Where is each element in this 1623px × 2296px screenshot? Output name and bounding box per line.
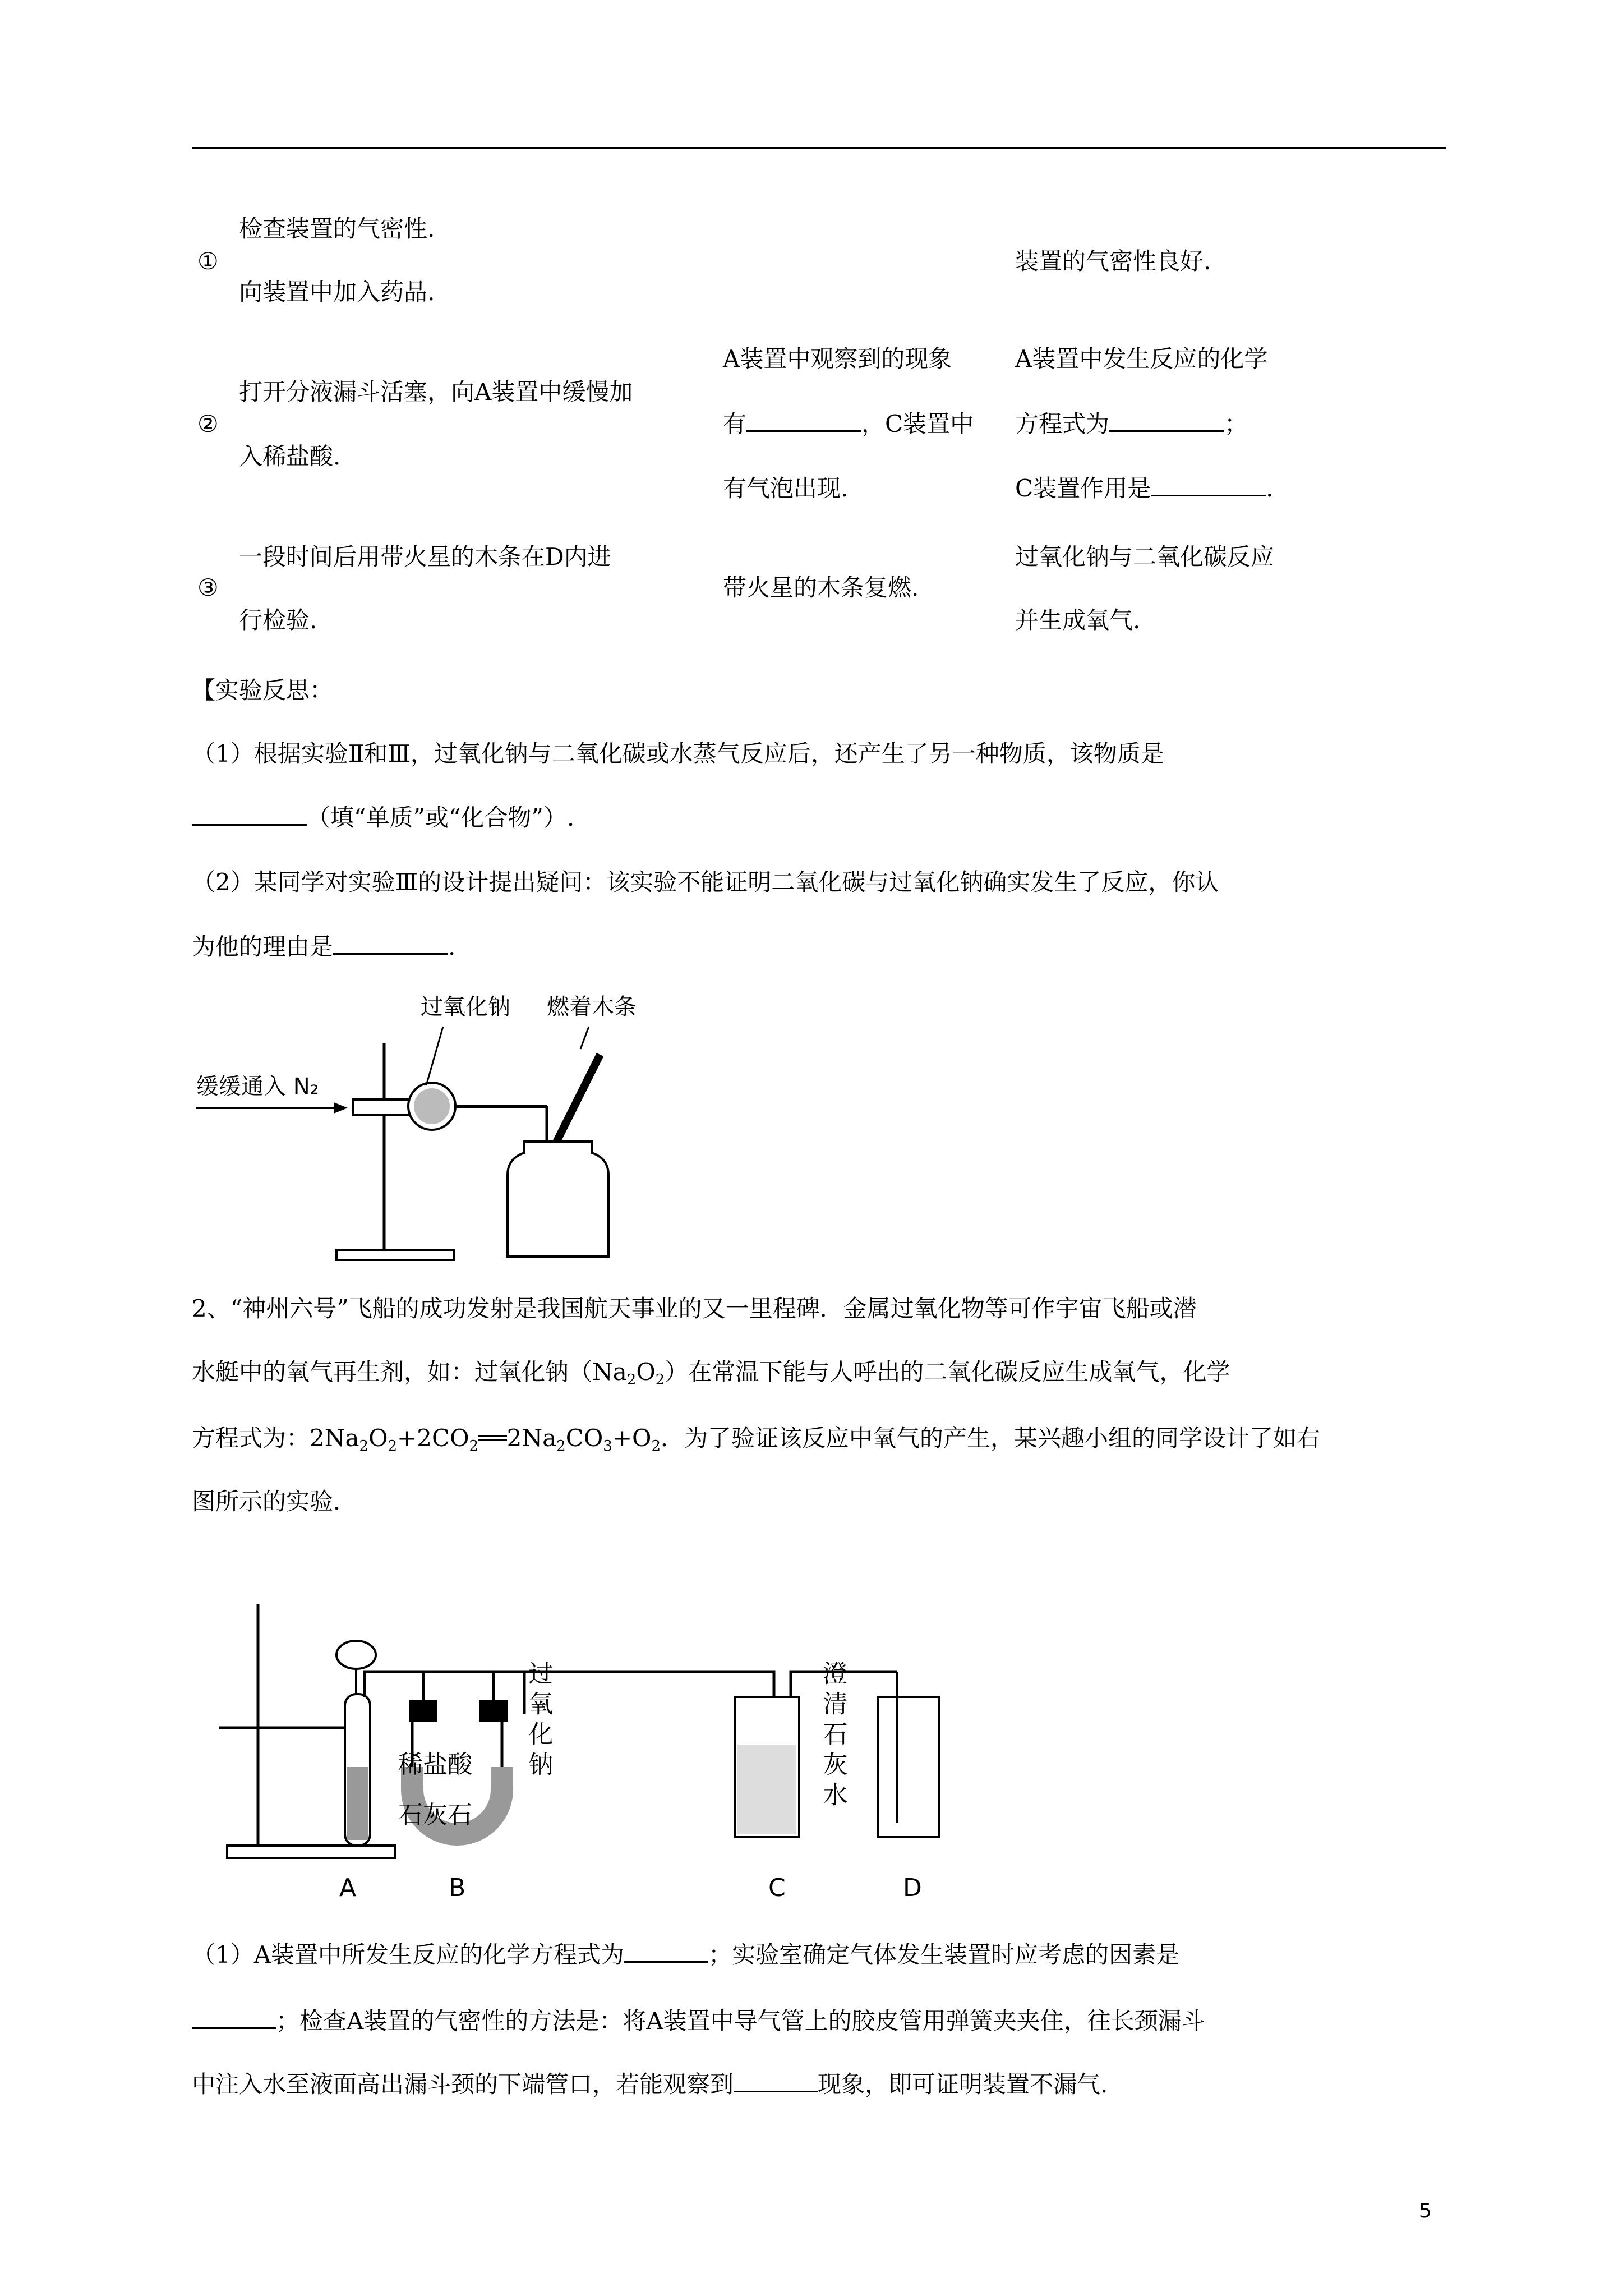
subscript: 3 bbox=[603, 1438, 612, 1455]
step-3-line-2: 行检验. bbox=[239, 606, 317, 634]
text: O bbox=[636, 1358, 656, 1386]
conclusion-1: 装置的气密性良好. bbox=[1015, 247, 1211, 275]
leader-line bbox=[426, 1027, 443, 1085]
phenomenon-2-line-3: 有气泡出现. bbox=[723, 475, 849, 502]
text: 水艇中的氧气再生剂，如：过氧化钠（Na bbox=[192, 1358, 627, 1386]
label-n2-inlet: 缓缓通入 N₂ bbox=[196, 1074, 319, 1099]
answer-blank[interactable] bbox=[734, 2074, 818, 2092]
text: ； bbox=[1224, 410, 1248, 438]
label-burning-stick: 燃着木条 bbox=[547, 994, 637, 1020]
question-line1 bbox=[192, 1940, 1179, 1970]
label-acid: 稀盐酸 bbox=[398, 1750, 472, 1779]
stand-base bbox=[336, 1250, 454, 1260]
text: CO bbox=[565, 1424, 603, 1452]
burning-stick bbox=[552, 1055, 600, 1150]
text: 现象，即可证明装置不漏气. bbox=[818, 2070, 1108, 2098]
text: （1）A装置中所发生反应的化学方程式为 bbox=[192, 1941, 625, 1968]
text: 为他的理由是 bbox=[192, 933, 334, 960]
conclusion-3-line-2: 并生成氧气. bbox=[1015, 606, 1141, 634]
answer-blank[interactable] bbox=[1109, 413, 1224, 432]
text: ，C装置中 bbox=[861, 410, 974, 438]
label-limewater: 澄清石灰水 bbox=[818, 1660, 847, 1812]
text: C装置作用是 bbox=[1015, 475, 1151, 502]
phenomenon-2-line-1: A装置中观察到的现象 bbox=[723, 345, 952, 372]
text: ）在常温下能与人呼出的二氧化碳反应生成氧气，化学 bbox=[665, 1358, 1230, 1386]
question-line2 bbox=[192, 2007, 1205, 2036]
funnel bbox=[336, 1641, 376, 1669]
subscript: 2 bbox=[359, 1438, 369, 1455]
step-2-line-1: 打开分液漏斗活塞，向A装置中缓慢加 bbox=[239, 378, 633, 406]
conclusion-2-line-3 bbox=[1015, 474, 1274, 503]
page-number: 5 bbox=[1419, 2200, 1432, 2223]
label-C: C bbox=[768, 1874, 786, 1902]
text: ．为了验证该反应中氧气的产生，某兴趣小组的同学设计了如右 bbox=[661, 1424, 1321, 1452]
step-number-1: ① bbox=[197, 247, 219, 275]
text: 方程式为：2Na bbox=[192, 1424, 359, 1452]
label-peroxide: 过氧化钠 bbox=[524, 1660, 553, 1782]
subscript: 2 bbox=[626, 1372, 637, 1388]
conclusion-2-line-1: A装置中发生反应的化学 bbox=[1015, 345, 1268, 372]
problem2-line1: 2、“神州六号”飞船的成功发射是我国航天事业的又一里程碑．金属过氧化物等可作宇宙飞船或潜 bbox=[192, 1295, 1197, 1322]
step-3-line-1: 一段时间后用带火星的木条在D内进 bbox=[239, 543, 611, 570]
reflection-q1-line1: （1）根据实验Ⅱ和Ⅲ，过氧化钠与二氧化碳或水蒸气反应后，还产生了另一种物质，该物质是 bbox=[192, 740, 1164, 767]
answer-blank[interactable] bbox=[333, 936, 448, 955]
text: +O bbox=[612, 1424, 652, 1452]
text: O bbox=[368, 1424, 388, 1452]
peroxide-fill bbox=[414, 1088, 450, 1124]
text: ══2Na bbox=[478, 1424, 557, 1452]
apparatus-figure-2 bbox=[219, 1599, 993, 1913]
text: . bbox=[1266, 475, 1274, 502]
label-B: B bbox=[449, 1874, 466, 1902]
conclusion-3-line-1: 过氧化钠与二氧化碳反应 bbox=[1015, 543, 1275, 570]
answer-blank[interactable] bbox=[1151, 478, 1266, 496]
problem2-line2 bbox=[192, 1358, 1230, 1387]
question-line3 bbox=[192, 2070, 1108, 2099]
reflection-heading: 【实验反思： bbox=[192, 677, 334, 704]
answer-blank[interactable] bbox=[624, 1944, 708, 1963]
step-number-2: ② bbox=[197, 410, 219, 438]
apparatus-figure-1 bbox=[185, 982, 690, 1273]
text: . bbox=[448, 933, 456, 960]
limewater-fill bbox=[737, 1745, 796, 1834]
reflection-q1-line2 bbox=[192, 803, 574, 832]
stopper bbox=[409, 1700, 437, 1722]
subscript: 2 bbox=[651, 1438, 661, 1455]
subscript: 2 bbox=[388, 1438, 398, 1455]
label-limestone: 石灰石 bbox=[398, 1801, 472, 1829]
gas-bottle bbox=[508, 1142, 608, 1257]
reflection-q2-line1: （2）某同学对实验Ⅲ的设计提出疑问：该实验不能证明二氧化碳与过氧化钠确实发生了反应，你认 bbox=[192, 868, 1219, 896]
text: +2CO bbox=[397, 1424, 469, 1452]
text: 中注入水至液面高出漏斗颈的下端管口，若能观察到 bbox=[192, 2070, 734, 2098]
subscript: 2 bbox=[469, 1438, 479, 1455]
step-1-line-1: 检查装置的气密性. bbox=[239, 215, 435, 242]
label-peroxide: 过氧化钠 bbox=[421, 994, 510, 1020]
label-D: D bbox=[903, 1874, 922, 1902]
answer-blank[interactable] bbox=[746, 413, 861, 432]
step-number-3: ③ bbox=[197, 574, 219, 601]
stopper bbox=[479, 1700, 508, 1722]
subscript: 2 bbox=[556, 1438, 566, 1455]
problem2-line3 bbox=[192, 1424, 1320, 1453]
label-A: A bbox=[339, 1874, 357, 1902]
problem2-line4: 图所示的实验． bbox=[192, 1488, 357, 1515]
phenomenon-3: 带火星的木条复燃. bbox=[723, 574, 919, 601]
text: （填“单质”或“化合物”）. bbox=[307, 804, 575, 831]
text: 有 bbox=[723, 410, 747, 438]
answer-blank[interactable] bbox=[192, 807, 307, 826]
limestone-fill bbox=[347, 1767, 368, 1840]
subscript: 2 bbox=[655, 1372, 665, 1388]
reflection-q2-line2 bbox=[192, 932, 455, 961]
phenomenon-2-line-2 bbox=[723, 409, 974, 439]
step-2-line-2: 入稀盐酸. bbox=[239, 443, 341, 470]
conclusion-2-line-2 bbox=[1015, 409, 1248, 439]
stand-base bbox=[227, 1846, 395, 1858]
step-1-line-2: 向装置中加入药品. bbox=[239, 278, 435, 306]
arrow-head bbox=[334, 1102, 348, 1114]
text: ；实验室确定气体发生装置时应考虑的因素是 bbox=[708, 1941, 1180, 1968]
text: ；检查A装置的气密性的方法是：将A装置中导气管上的胶皮管用弹簧夹夹住，往长颈漏斗 bbox=[276, 2007, 1205, 2035]
bottle-D bbox=[878, 1697, 939, 1837]
header-rule bbox=[192, 147, 1446, 149]
answer-blank[interactable] bbox=[192, 2010, 276, 2029]
leader-line bbox=[580, 1027, 589, 1049]
text: 方程式为 bbox=[1015, 410, 1110, 438]
